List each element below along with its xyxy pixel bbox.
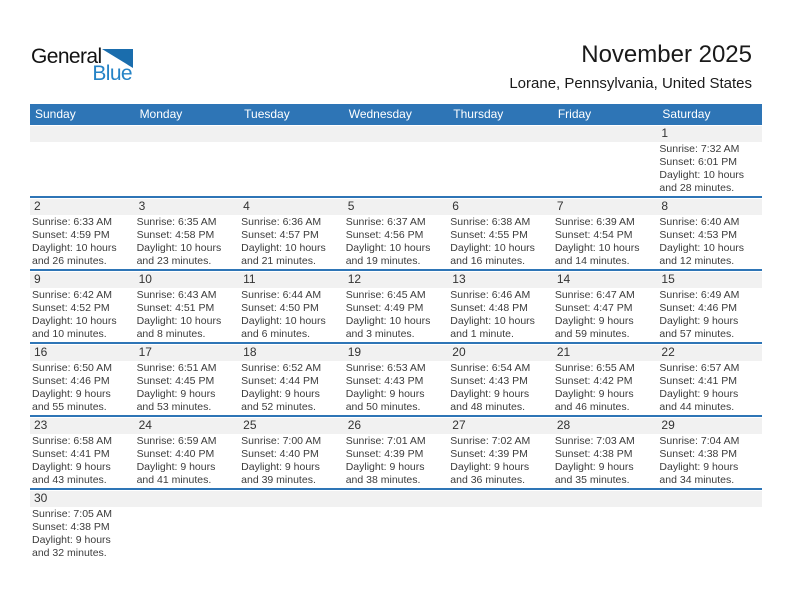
daylight-text-line2: and 46 minutes.	[554, 401, 630, 413]
daylight-text-line2: and 12 minutes.	[659, 255, 735, 267]
day-cell	[30, 142, 135, 195]
sunset-text: Sunset: 4:43 PM	[345, 375, 424, 387]
daylight-text-line2: and 19 minutes.	[345, 255, 421, 267]
sunrise-text: Sunrise: 6:49 AM	[659, 289, 740, 301]
daylight-text-line2: and 3 minutes.	[345, 328, 415, 340]
daylight-text-line2: and 48 minutes.	[450, 401, 525, 413]
weekday-header-row	[30, 104, 762, 125]
title-block	[509, 40, 752, 93]
sunset-text: Sunset: 4:43 PM	[450, 375, 528, 387]
day-cell	[135, 215, 240, 268]
day-cell	[135, 142, 240, 195]
day-content-row	[30, 288, 762, 341]
daylight-text-line2: and 52 minutes.	[241, 401, 316, 413]
day-cell	[344, 215, 449, 268]
day-number: 3	[138, 199, 146, 213]
day-cell	[239, 361, 344, 414]
sunrise-text: Sunrise: 6:45 AM	[345, 289, 426, 301]
day-cell	[448, 434, 553, 487]
day-number	[448, 491, 553, 507]
day-content-row	[30, 507, 762, 560]
day-cell	[553, 507, 658, 560]
day-cell	[30, 507, 135, 560]
daylight-text-line1: Daylight: 9 hours	[241, 388, 320, 400]
sunrise-text: Sunrise: 6:50 AM	[32, 362, 112, 374]
daylight-text-line1: Daylight: 10 hours	[450, 315, 535, 327]
day-cell	[30, 288, 135, 341]
daylight-text-line1: Daylight: 9 hours	[554, 388, 634, 400]
day-number: 27	[452, 418, 466, 432]
sunrise-text: Sunrise: 6:33 AM	[32, 216, 112, 228]
day-number-band	[30, 199, 762, 215]
daylight-text-line1: Daylight: 9 hours	[32, 388, 111, 400]
day-number: 8	[661, 199, 669, 213]
day-cell	[30, 434, 135, 487]
sunset-text: Sunset: 4:50 PM	[241, 302, 319, 314]
day-number	[553, 491, 658, 507]
day-number: 19	[347, 345, 362, 359]
day-number	[344, 491, 449, 507]
day-cell	[135, 361, 240, 414]
daylight-text-line1: Daylight: 10 hours	[450, 242, 535, 254]
week-row	[30, 126, 762, 198]
day-number: 15	[661, 272, 675, 286]
day-number-band	[30, 126, 762, 142]
day-cell	[344, 142, 449, 195]
sunset-text: Sunset: 4:41 PM	[659, 375, 738, 387]
daylight-text-line1: Daylight: 9 hours	[345, 388, 425, 400]
sunset-text: Sunset: 4:39 PM	[450, 448, 528, 460]
day-cell	[239, 434, 344, 487]
daylight-text-line1: Daylight: 9 hours	[659, 461, 739, 473]
weekday-label-thursday: Thursday	[453, 107, 504, 121]
daylight-text-line2: and 43 minutes.	[32, 474, 107, 486]
day-number: 4	[243, 199, 250, 213]
sunset-text: Sunset: 4:47 PM	[554, 302, 633, 314]
daylight-text-line1: Daylight: 10 hours	[32, 315, 117, 327]
sunrise-text: Sunrise: 6:37 AM	[345, 216, 426, 228]
daylight-text-line1: Daylight: 9 hours	[136, 461, 216, 473]
day-cell	[135, 288, 240, 341]
sunset-text: Sunset: 4:55 PM	[450, 229, 528, 241]
day-cell	[344, 507, 449, 560]
daylight-text-line1: Daylight: 10 hours	[241, 242, 326, 254]
sunrise-text: Sunrise: 6:54 AM	[450, 362, 531, 374]
day-number	[239, 126, 344, 142]
daylight-text-line2: and 23 minutes.	[136, 255, 212, 267]
day-number	[553, 126, 658, 142]
calendar-weeks	[30, 126, 762, 561]
logo-text-blue: Blue	[92, 62, 132, 85]
sunrise-text: Sunrise: 7:04 AM	[659, 435, 740, 447]
sunset-text: Sunset: 4:58 PM	[136, 229, 215, 241]
day-cell	[448, 215, 553, 268]
daylight-text-line1: Daylight: 9 hours	[554, 461, 634, 473]
daylight-text-line1: Daylight: 9 hours	[659, 315, 739, 327]
daylight-text-line2: and 59 minutes.	[554, 328, 630, 340]
sunrise-text: Sunrise: 7:01 AM	[345, 435, 426, 447]
sunrise-text: Sunrise: 7:00 AM	[241, 435, 322, 447]
day-number	[239, 491, 344, 507]
day-content-row	[30, 361, 762, 414]
sunrise-text: Sunrise: 6:55 AM	[554, 362, 635, 374]
daylight-text-line1: Daylight: 9 hours	[32, 534, 111, 546]
day-cell	[553, 215, 658, 268]
day-number: 7	[556, 199, 564, 213]
daylight-text-line2: and 14 minutes.	[554, 255, 630, 267]
sunset-text: Sunset: 4:40 PM	[136, 448, 215, 460]
week-row	[30, 272, 762, 344]
sunset-text: Sunset: 4:38 PM	[32, 521, 110, 533]
daylight-text-line2: and 57 minutes.	[659, 328, 735, 340]
weekday-label-saturday: Saturday	[662, 107, 711, 121]
daylight-text-line1: Daylight: 9 hours	[450, 461, 530, 473]
day-cell	[30, 215, 135, 268]
sunrise-text: Sunrise: 6:40 AM	[659, 216, 740, 228]
day-number-band	[30, 418, 762, 434]
daylight-text-line2: and 39 minutes.	[241, 474, 316, 486]
daylight-text-line2: and 36 minutes.	[450, 474, 525, 486]
day-number: 22	[661, 345, 675, 359]
daylight-text-line2: and 6 minutes.	[241, 328, 311, 340]
day-cell	[448, 288, 553, 341]
daylight-text-line1: Daylight: 9 hours	[554, 315, 634, 327]
sunset-text: Sunset: 4:59 PM	[32, 229, 110, 241]
daylight-text-line2: and 34 minutes.	[659, 474, 735, 486]
daylight-text-line2: and 35 minutes.	[554, 474, 630, 486]
daylight-text-line2: and 53 minutes.	[136, 401, 212, 413]
day-cell	[135, 434, 240, 487]
sunset-text: Sunset: 4:40 PM	[241, 448, 319, 460]
week-row	[30, 491, 762, 561]
sunset-text: Sunset: 4:56 PM	[345, 229, 424, 241]
day-cell	[239, 288, 344, 341]
sunset-text: Sunset: 4:53 PM	[659, 229, 738, 241]
sunrise-text: Sunrise: 6:36 AM	[241, 216, 322, 228]
day-cell	[239, 142, 344, 195]
daylight-text-line1: Daylight: 9 hours	[450, 388, 530, 400]
day-number: 5	[347, 199, 355, 213]
week-row	[30, 199, 762, 271]
day-content-row	[30, 142, 762, 195]
day-cell	[657, 142, 762, 195]
daylight-text-line1: Daylight: 10 hours	[659, 169, 745, 181]
day-content-row	[30, 434, 762, 487]
daylight-text-line2: and 44 minutes.	[659, 401, 735, 413]
daylight-text-line2: and 50 minutes.	[345, 401, 421, 413]
day-cell	[30, 361, 135, 414]
sunrise-text: Sunrise: 6:42 AM	[32, 289, 112, 301]
daylight-text-line1: Daylight: 10 hours	[136, 315, 222, 327]
sunrise-text: Sunrise: 7:32 AM	[659, 143, 740, 155]
day-number: 28	[556, 418, 571, 432]
daylight-text-line1: Daylight: 9 hours	[659, 388, 739, 400]
sunset-text: Sunset: 4:42 PM	[554, 375, 633, 387]
daylight-text-line2: and 38 minutes.	[345, 474, 421, 486]
week-row	[30, 418, 762, 490]
sunset-text: Sunset: 4:39 PM	[345, 448, 424, 460]
sunrise-text: Sunrise: 7:02 AM	[450, 435, 531, 447]
day-number-band	[30, 491, 762, 507]
daylight-text-line1: Daylight: 9 hours	[345, 461, 425, 473]
general-blue-logo	[31, 46, 135, 83]
sunset-text: Sunset: 4:44 PM	[241, 375, 319, 387]
daylight-text-line1: Daylight: 10 hours	[659, 242, 745, 254]
day-cell	[657, 361, 762, 414]
sunrise-text: Sunrise: 6:51 AM	[136, 362, 217, 374]
day-cell	[448, 142, 553, 195]
sunset-text: Sunset: 4:54 PM	[554, 229, 633, 241]
day-cell	[657, 507, 762, 560]
daylight-text-line1: Daylight: 9 hours	[32, 461, 111, 473]
page-title: November 2025	[581, 41, 752, 68]
day-cell	[657, 434, 762, 487]
day-cell	[135, 507, 240, 560]
day-cell	[657, 215, 762, 268]
day-number	[135, 126, 240, 142]
day-number-band	[30, 272, 762, 288]
day-number	[344, 126, 449, 142]
sunrise-text: Sunrise: 6:58 AM	[32, 435, 112, 447]
sunrise-text: Sunrise: 7:05 AM	[32, 508, 112, 520]
day-number: 6	[452, 199, 459, 213]
daylight-text-line2: and 55 minutes.	[32, 401, 107, 413]
day-number	[135, 491, 240, 507]
sunrise-text: Sunrise: 7:03 AM	[554, 435, 635, 447]
sunrise-text: Sunrise: 6:47 AM	[554, 289, 635, 301]
day-number: 25	[243, 418, 257, 432]
sunrise-text: Sunrise: 6:59 AM	[136, 435, 217, 447]
sunrise-text: Sunrise: 6:44 AM	[241, 289, 322, 301]
daylight-text-line2: and 10 minutes.	[32, 328, 107, 340]
day-cell	[553, 142, 658, 195]
sunrise-text: Sunrise: 6:39 AM	[554, 216, 635, 228]
day-number: 10	[138, 272, 152, 286]
day-number: 14	[556, 272, 571, 286]
day-number: 24	[138, 418, 152, 432]
day-cell	[344, 361, 449, 414]
sunrise-text: Sunrise: 6:53 AM	[345, 362, 426, 374]
day-cell	[239, 215, 344, 268]
daylight-text-line2: and 21 minutes.	[241, 255, 316, 267]
daylight-text-line1: Daylight: 10 hours	[32, 242, 117, 254]
day-number: 9	[34, 272, 41, 286]
sunrise-text: Sunrise: 6:43 AM	[136, 289, 217, 301]
weekday-label-friday: Friday	[557, 107, 592, 121]
day-cell	[344, 434, 449, 487]
daylight-text-line2: and 32 minutes.	[32, 547, 107, 559]
weekday-label-wednesday: Wednesday	[348, 107, 412, 121]
day-cell	[239, 507, 344, 560]
day-number: 26	[347, 418, 362, 432]
calendar-table	[30, 104, 762, 561]
sunset-text: Sunset: 4:38 PM	[659, 448, 738, 460]
day-number: 16	[34, 345, 48, 359]
daylight-text-line1: Daylight: 10 hours	[345, 315, 431, 327]
daylight-text-line2: and 1 minute.	[450, 328, 514, 340]
sunset-text: Sunset: 6:01 PM	[659, 156, 738, 168]
sunset-text: Sunset: 4:52 PM	[32, 302, 110, 314]
daylight-text-line2: and 26 minutes.	[32, 255, 107, 267]
day-number: 21	[556, 345, 571, 359]
day-number: 23	[34, 418, 48, 432]
sunrise-text: Sunrise: 6:46 AM	[450, 289, 531, 301]
sunset-text: Sunset: 4:45 PM	[136, 375, 215, 387]
day-number	[30, 126, 135, 142]
sunset-text: Sunset: 4:46 PM	[659, 302, 738, 314]
day-number: 13	[452, 272, 466, 286]
day-number	[448, 126, 553, 142]
day-cell	[553, 288, 658, 341]
daylight-text-line1: Daylight: 10 hours	[554, 242, 640, 254]
sunset-text: Sunset: 4:38 PM	[554, 448, 633, 460]
daylight-text-line2: and 16 minutes.	[450, 255, 525, 267]
logo-text-general: General	[31, 45, 102, 68]
daylight-text-line1: Daylight: 10 hours	[136, 242, 222, 254]
sunset-text: Sunset: 4:41 PM	[32, 448, 110, 460]
daylight-text-line1: Daylight: 9 hours	[136, 388, 216, 400]
weekday-label-sunday: Sunday	[35, 107, 76, 121]
daylight-text-line2: and 28 minutes.	[659, 182, 735, 194]
day-number: 1	[661, 126, 669, 140]
sunrise-text: Sunrise: 6:38 AM	[450, 216, 531, 228]
sunset-text: Sunset: 4:49 PM	[345, 302, 424, 314]
day-number: 18	[243, 345, 257, 359]
day-number: 29	[661, 418, 675, 432]
daylight-text-line2: and 8 minutes.	[136, 328, 206, 340]
day-number: 30	[34, 491, 48, 505]
day-number: 20	[452, 345, 466, 359]
sunrise-text: Sunrise: 6:52 AM	[241, 362, 322, 374]
sunset-text: Sunset: 4:46 PM	[32, 375, 110, 387]
sunset-text: Sunset: 4:48 PM	[450, 302, 528, 314]
weekday-label-monday: Monday	[139, 107, 183, 121]
sunset-text: Sunset: 4:51 PM	[136, 302, 215, 314]
weekday-label-tuesday: Tuesday	[244, 107, 290, 121]
day-cell	[657, 288, 762, 341]
day-cell	[448, 507, 553, 560]
day-cell	[553, 361, 658, 414]
day-number: 11	[243, 272, 256, 286]
sunrise-text: Sunrise: 6:57 AM	[659, 362, 740, 374]
day-number: 17	[138, 345, 152, 359]
day-number: 12	[347, 272, 362, 286]
daylight-text-line1: Daylight: 10 hours	[345, 242, 431, 254]
day-cell	[344, 288, 449, 341]
day-content-row	[30, 215, 762, 268]
day-number-band	[30, 345, 762, 361]
day-cell	[448, 361, 553, 414]
page-subtitle: Lorane, Pennsylvania, United States	[509, 75, 752, 92]
day-number	[657, 491, 762, 507]
day-cell	[553, 434, 658, 487]
sunrise-text: Sunrise: 6:35 AM	[136, 216, 217, 228]
sunset-text: Sunset: 4:57 PM	[241, 229, 319, 241]
daylight-text-line1: Daylight: 9 hours	[241, 461, 320, 473]
daylight-text-line1: Daylight: 10 hours	[241, 315, 326, 327]
week-row	[30, 345, 762, 417]
daylight-text-line2: and 41 minutes.	[136, 474, 212, 486]
day-number: 2	[34, 199, 41, 213]
